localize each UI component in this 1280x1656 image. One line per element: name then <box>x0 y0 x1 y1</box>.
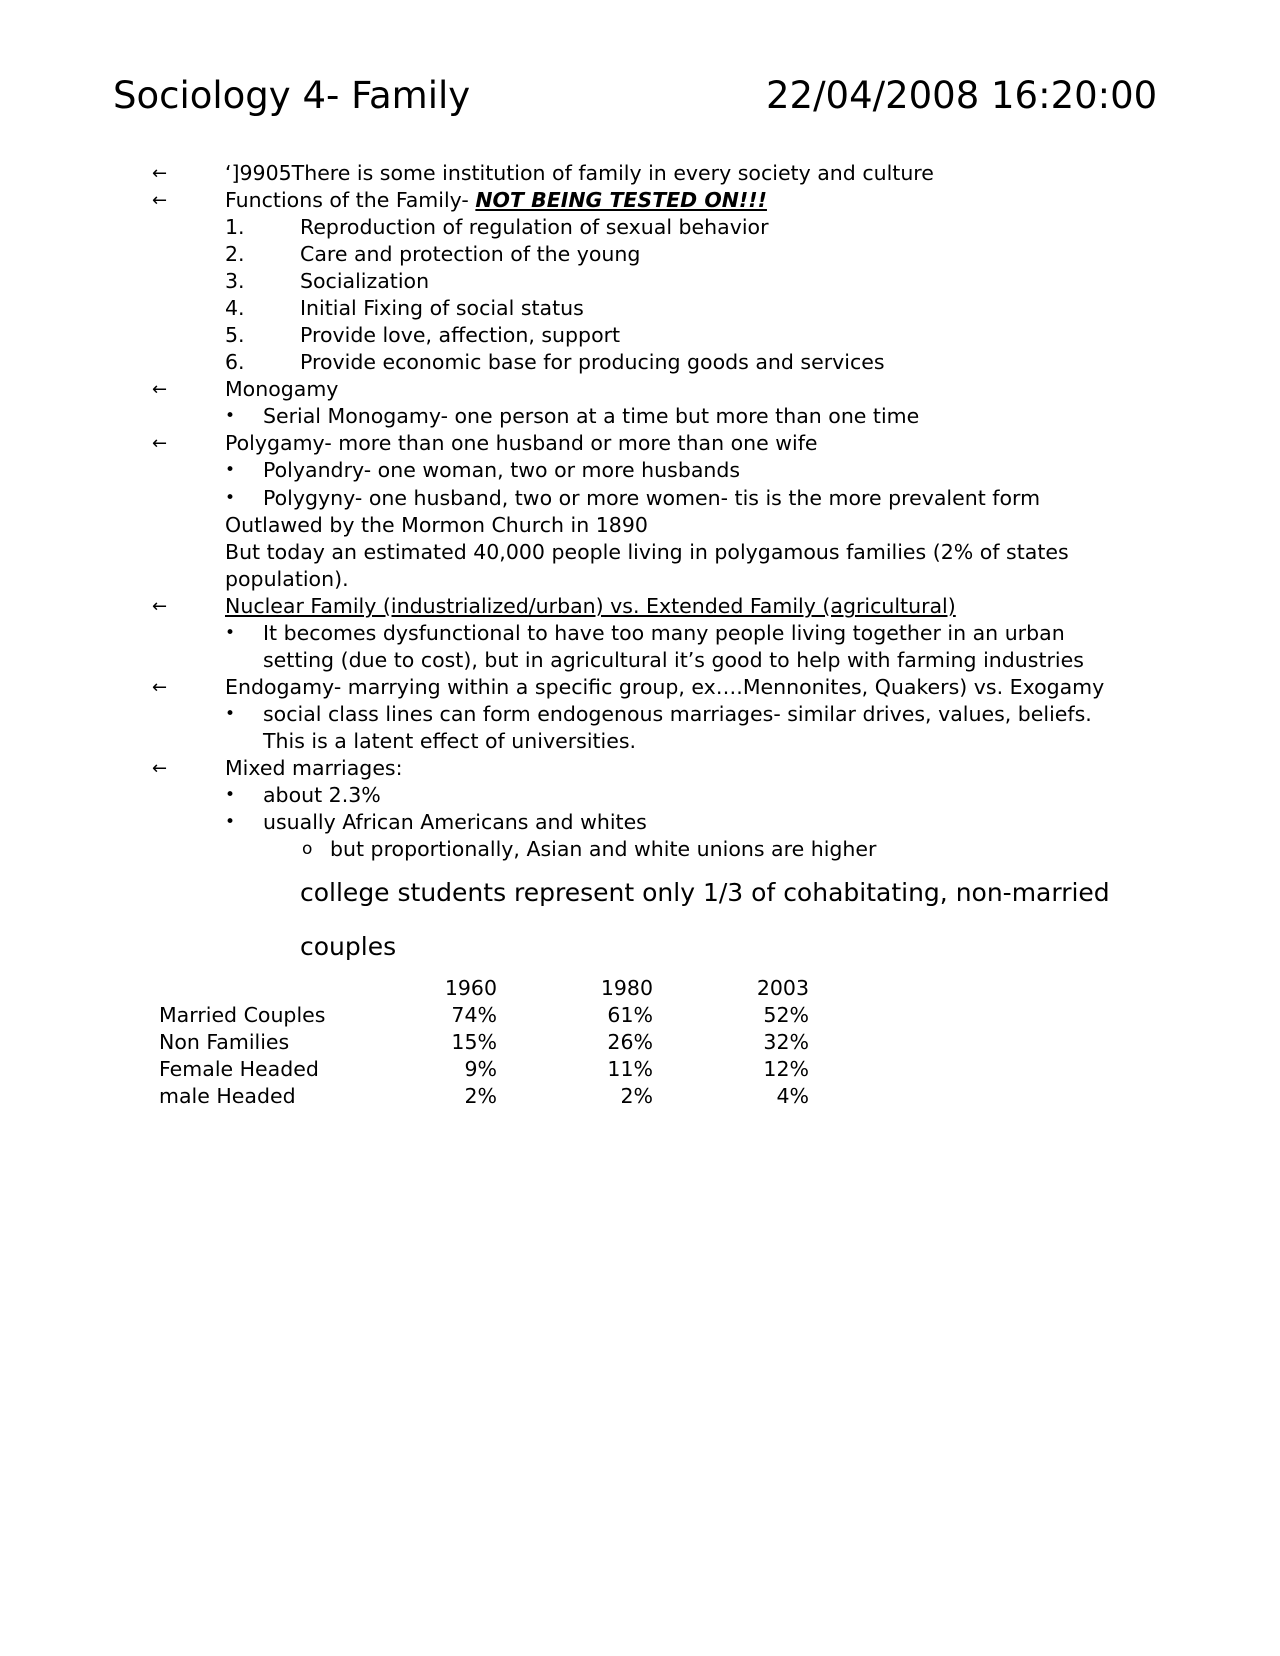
item-functions <box>225 187 767 214</box>
arrow-left-icon: ← <box>152 758 168 779</box>
item-endogamy: Endogamy- marrying within a specific group, ex….Mennonites, Quakers) vs. Exogamy <box>225 675 1105 699</box>
table-cell: 12% <box>763 1057 809 1081</box>
item-dysfunctional-line1: It becomes dysfunctional to have too many people living together in an urban <box>263 621 1065 645</box>
table-row-label: Non Families <box>159 1030 290 1054</box>
document-title: Sociology 4- Family <box>113 74 471 117</box>
table-header-year: 1960 <box>444 976 497 1000</box>
table-cell: 2% <box>464 1084 497 1108</box>
item-social-class-line2: This is a latent effect of universities. <box>263 729 637 753</box>
table-row-label: Married Couples <box>159 1003 326 1027</box>
arrow-left-icon: ← <box>152 677 168 698</box>
list-item: Provide love, affection, support <box>300 323 621 347</box>
table-header-year: 1980 <box>600 976 653 1000</box>
bullet-icon: • <box>225 704 236 724</box>
list-number: 2. <box>225 242 245 266</box>
table-cell: 9% <box>464 1057 497 1081</box>
item-polygamy: Polygamy- more than one husband or more than one wife <box>225 431 818 455</box>
table-cell: 52% <box>763 1003 809 1027</box>
item-today-line2: population). <box>225 567 349 591</box>
table-cell: 32% <box>763 1030 809 1054</box>
arrow-left-icon: ← <box>152 379 168 400</box>
item-college-line1: college students represent only 1/3 of cohabitating, non-married <box>300 878 1110 907</box>
list-item: Care and protection of the young <box>300 242 641 266</box>
table-cell: 74% <box>451 1003 497 1027</box>
bullet-icon: • <box>225 460 236 480</box>
functions-prefix: Functions of the Family- <box>225 188 476 212</box>
list-item: Socialization <box>300 269 430 293</box>
list-item: Provide economic base for producing goods and services <box>300 350 885 374</box>
item-usually: usually African Americans and whites <box>263 810 647 834</box>
functions-emphasis: NOT BEING TESTED ON!!! <box>475 188 767 212</box>
table-header-year: 2003 <box>756 976 809 1000</box>
table-cell: 26% <box>607 1030 653 1054</box>
item-today-line1: But today an estimated 40,000 people living in polygamous families (2% of states <box>225 540 1069 564</box>
table-cell: 15% <box>451 1030 497 1054</box>
item-college-line2: couples <box>300 932 397 961</box>
list-number: 5. <box>225 323 245 347</box>
item-nuclear-family: Nuclear Family (industrialized/urban) vs. Extended Family (agricultural) <box>225 594 956 618</box>
arrow-left-icon: ← <box>152 163 168 184</box>
item-proportionally: but proportionally, Asian and white unions are higher <box>330 837 877 861</box>
list-item: Reproduction of regulation of sexual behavior <box>300 215 769 239</box>
document-datetime: 22/04/2008 16:20:00 <box>766 74 1158 117</box>
item-institution: ‘]9905There is some institution of family in every society and culture <box>225 161 934 185</box>
item-social-class-line1: social class lines can form endogenous marriages- similar drives, values, beliefs. <box>263 702 1092 726</box>
table-row-label: male Headed <box>159 1084 296 1108</box>
list-number: 1. <box>225 215 245 239</box>
item-dysfunctional-line2: setting (due to cost), but in agricultural it’s good to help with farming industries <box>263 648 1084 672</box>
item-polygyny: Polygyny- one husband, two or more women- tis is the more prevalent form <box>263 486 1041 510</box>
bullet-icon: • <box>225 488 236 508</box>
list-number: 3. <box>225 269 245 293</box>
item-mixed-marriages: Mixed marriages: <box>225 756 403 780</box>
list-item: Initial Fixing of social status <box>300 296 584 320</box>
bullet-icon: • <box>225 785 236 805</box>
item-monogamy: Monogamy <box>225 377 339 401</box>
list-number: 6. <box>225 350 245 374</box>
arrow-left-icon: ← <box>152 190 168 211</box>
table-row-label: Female Headed <box>159 1057 319 1081</box>
table-cell: 61% <box>607 1003 653 1027</box>
arrow-left-icon: ← <box>152 433 168 454</box>
list-number: 4. <box>225 296 245 320</box>
bullet-icon: • <box>225 812 236 832</box>
item-polyandry: Polyandry- one woman, two or more husbands <box>263 458 741 482</box>
bullet-icon: • <box>225 406 236 426</box>
bullet-icon: • <box>225 623 236 643</box>
item-outlawed: Outlawed by the Mormon Church in 1890 <box>225 513 648 537</box>
table-cell: 11% <box>607 1057 653 1081</box>
arrow-left-icon: ← <box>152 596 168 617</box>
item-serial-monogamy: Serial Monogamy- one person at a time but more than one time <box>263 404 920 428</box>
circle-bullet-icon: o <box>302 839 313 859</box>
item-about: about 2.3% <box>263 783 381 807</box>
table-cell: 2% <box>620 1084 653 1108</box>
table-cell: 4% <box>776 1084 809 1108</box>
